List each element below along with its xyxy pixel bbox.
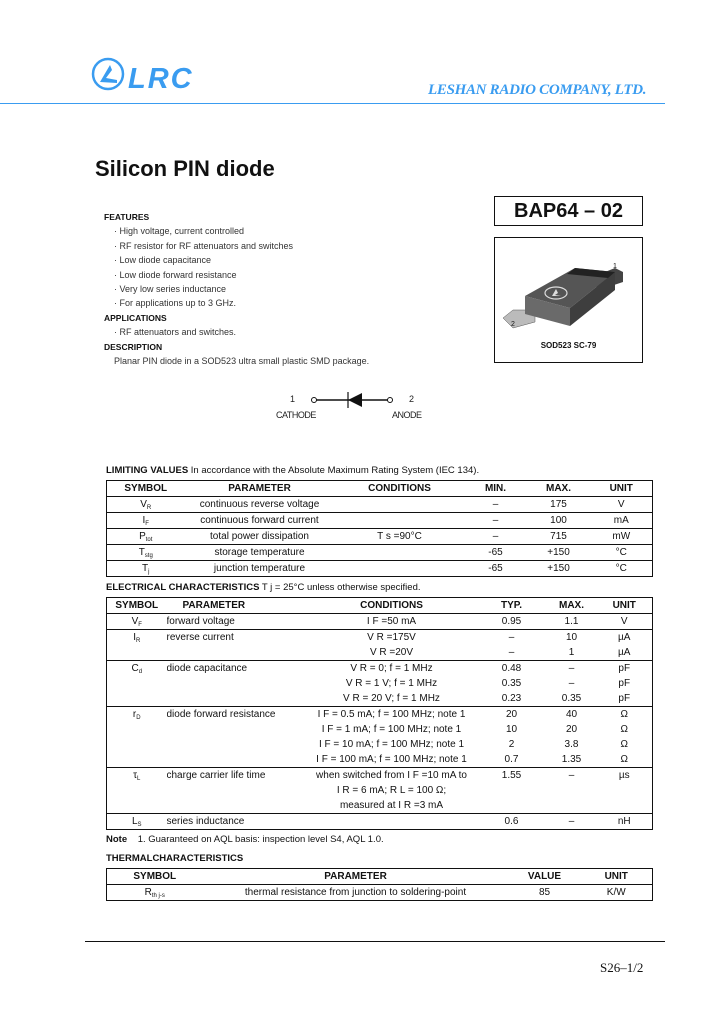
typ-cell	[477, 783, 547, 798]
unit-cell: pF	[618, 678, 631, 689]
col-symbol: SYMBOL	[107, 598, 167, 614]
col-symbol: SYMBOL	[107, 869, 203, 885]
unit-cell: µA	[597, 630, 653, 646]
conditions-cell	[335, 497, 465, 513]
parameter-cell: continuous reverse voltage	[199, 499, 320, 510]
electrical-heading	[106, 581, 652, 594]
symbol-cell	[107, 529, 185, 545]
table-row	[107, 814, 653, 830]
max-cell: 3.8	[564, 739, 579, 750]
conditions-cell	[335, 513, 465, 529]
typ-cell: 0.7	[504, 754, 519, 765]
lrc-logo	[90, 56, 215, 96]
symbol-cell	[107, 752, 167, 768]
typ-cell: 0.48	[477, 661, 547, 677]
conditions-cell: I F = 0.5 mA; f = 100 MHz; note 1	[307, 707, 477, 723]
cathode-label: CATHODE	[276, 410, 316, 420]
diode-symbol-icon	[300, 390, 410, 410]
pin-1-number: 1	[290, 394, 296, 404]
max-cell: 10	[547, 630, 597, 646]
note-text: 1. Guaranteed on AQL basis: inspection level S4, AQL 1.0.	[137, 834, 384, 845]
table-row	[107, 645, 653, 661]
table-row	[107, 529, 653, 545]
symbol-subscript: tot	[145, 537, 153, 543]
conditions-cell: I R = 6 mA; R L = 100 Ω;	[336, 785, 447, 796]
typ-cell: 1.55	[477, 768, 547, 784]
pin-2-label: 2	[511, 321, 515, 328]
symbol: V	[140, 499, 147, 510]
symbol-cell	[107, 691, 167, 707]
typ-cell	[477, 798, 547, 814]
unit-cell: mA	[591, 513, 653, 529]
parameter-cell	[167, 798, 307, 814]
parameter-cell: series inductance	[167, 814, 307, 830]
table-row	[107, 661, 653, 677]
max-cell: 100	[527, 513, 591, 529]
parameter-cell	[167, 645, 307, 661]
table-row	[107, 707, 653, 723]
conditions-cell: I F =50 mA	[366, 616, 417, 627]
symbol-subscript: stg	[144, 553, 153, 559]
symbol-cell	[107, 661, 167, 677]
table-row	[107, 614, 653, 630]
typ-cell: –	[477, 630, 547, 646]
limiting-title: LIMITING VALUES	[106, 465, 189, 476]
conditions-cell	[335, 561, 465, 577]
note-label: Note	[106, 834, 128, 845]
tables-section	[106, 462, 652, 901]
conditions-cell: T s =90°C	[335, 529, 465, 545]
typ-cell: 0.35	[501, 678, 522, 689]
max-cell: –	[547, 814, 597, 830]
table-row	[107, 752, 653, 768]
table-row	[107, 545, 653, 561]
typ-cell: 0.23	[501, 693, 522, 704]
min-cell: –	[465, 513, 527, 529]
col-value: VALUE	[509, 869, 581, 885]
part-number: BAP64 – 02	[494, 196, 643, 226]
conditions-cell: when switched from I F =10 mA to	[307, 768, 477, 784]
unit-cell: mW	[591, 529, 653, 545]
description-heading: DESCRIPTION	[104, 341, 163, 352]
unit-cell: Ω	[620, 724, 628, 735]
limiting-values-heading	[106, 464, 652, 477]
typ-cell: 10	[505, 724, 518, 735]
symbol-subscript: j	[148, 569, 150, 575]
col-unit: UNIT	[581, 869, 653, 885]
unit-cell: Ω	[620, 754, 628, 765]
note	[106, 833, 652, 846]
max-cell: 175	[550, 499, 567, 510]
symbol-cell	[107, 798, 167, 814]
conditions-cell: V R =175V	[307, 630, 477, 646]
unit-cell	[597, 798, 653, 814]
symbol-subscript: th j-s	[151, 893, 165, 899]
parameter-cell: continuous forward current	[185, 513, 335, 529]
symbol-subscript: D	[136, 715, 141, 721]
table-row	[107, 561, 653, 577]
page-title: Silicon PIN diode	[95, 156, 275, 181]
table-row	[107, 783, 653, 798]
symbol-cell	[107, 814, 167, 830]
symbol-cell	[107, 722, 167, 737]
header-rule	[0, 103, 665, 104]
conditions-cell: measured at I R =3 mA	[339, 800, 444, 811]
symbol: L	[131, 816, 138, 827]
parameter-cell: diode capacitance	[167, 661, 307, 677]
symbol-subscript: F	[138, 622, 142, 628]
thermal-table	[106, 868, 653, 901]
feature-item: · Low diode forward resistance	[114, 269, 237, 280]
symbol-cell	[107, 645, 167, 661]
feature-item: · RF resistor for RF attenuators and switches	[114, 240, 294, 251]
application-item: · RF attenuators and switches.	[114, 327, 237, 338]
conditions-cell: V R = 1 V; f = 1 MHz	[345, 678, 438, 689]
symbol-subscript: L	[137, 776, 141, 782]
symbol-cell	[107, 497, 185, 513]
parameter-cell	[167, 691, 307, 707]
unit-cell: µA	[618, 647, 631, 658]
table-row	[107, 798, 653, 814]
min-cell: –	[492, 499, 499, 510]
company-name: LESHAN RADIO COMPANY, LTD.	[428, 82, 647, 98]
parameter-cell	[167, 676, 307, 691]
unit-cell: V	[620, 616, 628, 627]
unit-cell: nH	[597, 814, 653, 830]
symbol-subscript: F	[145, 521, 149, 527]
symbol: T	[138, 547, 145, 558]
description-text: Planar PIN diode in a SOD523 ultra small plastic SMD package.	[114, 356, 370, 367]
parameter-cell: charge carrier life time	[167, 768, 307, 784]
typ-cell: –	[508, 647, 515, 658]
col-min: MIN.	[465, 481, 527, 497]
symbol-cell	[107, 783, 167, 798]
limiting-subtitle: In accordance with the Absolute Maximum Rating System (IEC 134).	[188, 465, 480, 476]
unit-cell	[597, 783, 653, 798]
parameter-cell: total power dissipation	[185, 529, 335, 545]
symbol-cell	[107, 630, 167, 646]
min-cell: –	[465, 529, 527, 545]
conditions-cell: V R = 20 V; f = 1 MHz	[343, 693, 440, 704]
electrical-subtitle: T j = 25°C unless otherwise specified.	[259, 582, 421, 593]
feature-item: · Very low series inductance	[114, 284, 227, 295]
feature-item: · Low diode capacitance	[114, 255, 212, 266]
col-typ: TYP.	[477, 598, 547, 614]
symbol-cell	[107, 885, 203, 901]
symbol-cell	[107, 513, 185, 529]
parameter-cell	[167, 737, 307, 752]
typ-cell: 2	[508, 739, 515, 750]
page-number: S26–1/2	[600, 960, 644, 975]
symbol: I	[142, 515, 146, 526]
table-row	[107, 691, 653, 707]
value-cell: 85	[538, 887, 551, 898]
unit-cell: Ω	[597, 707, 653, 723]
max-cell: –	[568, 678, 575, 689]
unit-cell: °C	[591, 545, 653, 561]
col-parameter: PARAMETER	[167, 598, 307, 614]
symbol: τ	[133, 770, 138, 781]
col-symbol: SYMBOL	[107, 481, 185, 497]
col-unit: UNIT	[591, 481, 653, 497]
parameter-cell	[167, 722, 307, 737]
feature-item: · For applications up to 3 GHz.	[114, 298, 237, 309]
table-row	[107, 737, 653, 752]
package-image-box	[494, 237, 643, 363]
min-cell: -65	[465, 561, 527, 577]
conditions-cell	[307, 814, 477, 830]
symbol-cell	[107, 768, 167, 784]
table-row	[107, 497, 653, 513]
col-conditions: CONDITIONS	[307, 598, 477, 614]
parameter-cell	[167, 783, 307, 798]
table-row	[107, 513, 653, 529]
parameter-cell: diode forward resistance	[167, 707, 307, 723]
symbol: V	[131, 616, 139, 627]
min-cell: -65	[465, 545, 527, 561]
conditions-cell	[335, 545, 465, 561]
max-cell	[547, 798, 597, 814]
symbol-subscript: R	[135, 638, 141, 644]
table-row	[107, 768, 653, 784]
max-cell: 40	[547, 707, 597, 723]
thermal-heading: THERMALCHARACTERISTICS	[106, 853, 244, 864]
symbol: r	[132, 709, 137, 720]
symbol: T	[142, 563, 149, 574]
symbol-subscript: d	[138, 669, 143, 675]
applications-heading: APPLICATIONS	[104, 312, 167, 323]
symbol-subscript: R	[146, 505, 152, 511]
package-image	[495, 238, 642, 338]
symbol: R	[144, 887, 152, 898]
unit-cell: °C	[591, 561, 653, 577]
max-cell: 1.1	[564, 616, 579, 627]
electrical-table	[106, 597, 653, 830]
col-parameter: PARAMETER	[203, 869, 509, 885]
unit-cell: pF	[618, 693, 631, 704]
parameter-cell	[167, 752, 307, 768]
table-row	[107, 676, 653, 691]
package-label: SOD523 SC-79	[540, 341, 597, 350]
col-max: MAX.	[547, 598, 597, 614]
pin-2-number: 2	[409, 394, 415, 404]
limiting-values-table	[106, 480, 653, 577]
symbol: P	[139, 531, 146, 542]
symbol: I	[133, 632, 136, 643]
parameter-cell: thermal resistance from junction to soldering-point	[244, 887, 467, 898]
conditions-cell: V R =20V	[369, 647, 414, 658]
features-section	[104, 210, 369, 368]
conditions-cell: V R = 0; f = 1 MHz	[307, 661, 477, 677]
max-cell: –	[547, 661, 597, 677]
symbol-cell	[107, 676, 167, 691]
max-cell: 1.35	[561, 754, 582, 765]
parameter-cell: forward voltage	[166, 616, 235, 627]
svg-text:LRC: LRC	[128, 63, 194, 95]
symbol-cell	[107, 707, 167, 723]
col-unit: UNIT	[597, 598, 653, 614]
typ-cell: 0.6	[477, 814, 547, 830]
col-conditions: CONDITIONS	[335, 481, 465, 497]
max-cell: 715	[527, 529, 591, 545]
max-cell	[547, 783, 597, 798]
max-cell: 1	[568, 647, 575, 658]
unit-cell: Ω	[620, 739, 628, 750]
typ-cell: 0.95	[501, 616, 522, 627]
conditions-cell: I F = 10 mA; f = 100 MHz; note 1	[318, 739, 465, 750]
max-cell: +150	[527, 561, 591, 577]
footer-rule	[85, 941, 665, 942]
col-max: MAX.	[527, 481, 591, 497]
max-cell: –	[547, 768, 597, 784]
symbol: C	[131, 663, 139, 674]
electrical-title: ELECTRICAL CHARACTERISTICS	[106, 582, 260, 593]
typ-cell: 20	[477, 707, 547, 723]
feature-item: · High voltage, current controlled	[114, 226, 245, 237]
unit-cell: V	[617, 499, 625, 510]
symbol-subscript: S	[137, 822, 142, 828]
col-parameter: PARAMETER	[185, 481, 335, 497]
features-heading: FEATURES	[104, 212, 150, 222]
anode-label: ANODE	[392, 410, 422, 420]
conditions-cell: I F = 1 mA; f = 100 MHz; note 1	[321, 724, 462, 735]
max-cell: +150	[527, 545, 591, 561]
table-row	[107, 630, 653, 646]
symbol-cell	[107, 614, 167, 630]
parameter-cell: junction temperature	[185, 561, 335, 577]
unit-cell: µs	[597, 768, 653, 784]
unit-cell: K/W	[606, 887, 626, 898]
unit-cell: pF	[597, 661, 653, 677]
parameter-cell: reverse current	[167, 630, 307, 646]
symbol-cell	[107, 737, 167, 752]
symbol-cell	[107, 561, 185, 577]
max-cell: 20	[565, 724, 578, 735]
symbol-cell	[107, 545, 185, 561]
table-row	[107, 722, 653, 737]
parameter-cell: storage temperature	[185, 545, 335, 561]
max-cell: 0.35	[561, 693, 582, 704]
table-row	[107, 885, 653, 901]
conditions-cell: I F = 100 mA; f = 100 MHz; note 1	[316, 754, 467, 765]
pin-1-label: 1	[613, 263, 617, 270]
